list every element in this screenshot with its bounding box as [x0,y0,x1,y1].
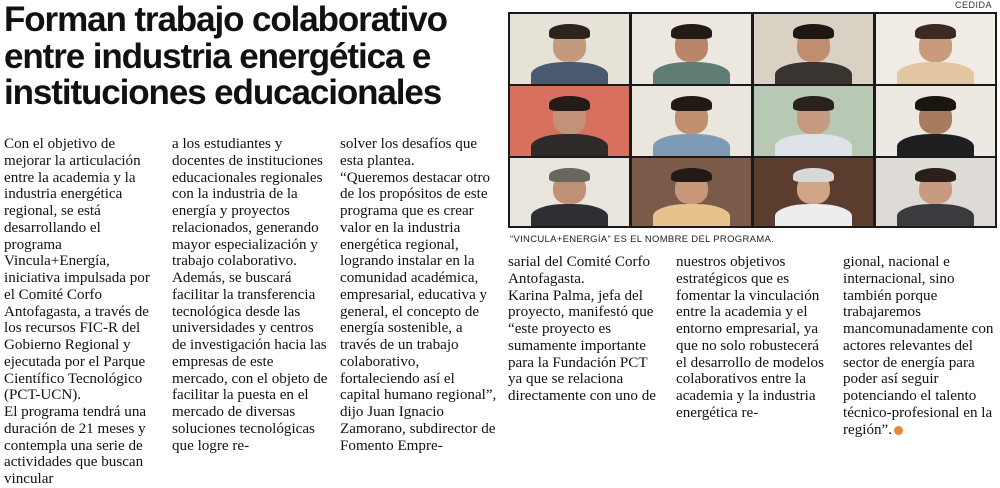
column-4 [508,254,665,405]
paragraph: solver los desafíos que esta plantea. [340,136,478,169]
participant-tile [876,158,995,226]
headline: Forman trabajo colaborativo entre industria energética e instituciones educacionales [4,0,447,112]
column-6 [843,254,997,438]
column-1 [4,136,157,488]
participant-tile [754,86,873,156]
participant-tile [876,14,995,84]
video-call-photo [508,12,997,228]
paragraph: Karina Palma, jefa del proyecto, manifestó que “este proyecto es sumamente importante para la Fundación PCT ya que se relaciona directamente con uno de [508,287,656,404]
photo-caption: “VINCULA+ENERGÍA” ES EL NOMBRE DEL PROGRAMA. [510,234,775,245]
end-mark-icon [894,426,903,435]
participant-tile [754,158,873,226]
paragraph-text: gional, nacional e internacional, sino también porque trabajaremos mancomunadamente con actores relevantes del sector de energía para poder así seguir potenciando el talento técnico-profesional en la región”. [843,254,994,438]
paragraph: “Queremos destacar otro de los propósitos de este programa que es crear valor en la industria energética regional, logrando instalar en la comunidad académica, empresarial, educativa y general, el concepto de energía sostenible, a través de un trabajo colaborativo, fortaleciendo así el capital humano regional”, dijo Juan Ignacio Zamorano, subdirector de Fomento Empre- [340,169,497,454]
participant-tile [632,86,751,156]
column-2 [172,136,330,454]
participant-tile [510,86,629,156]
paragraph: El programa tendrá una duración de 21 meses y contempla una serie de actividades que buscan vincular [4,404,147,487]
column-3 [340,136,498,454]
participant-tile [510,14,629,84]
participant-tile [754,14,873,84]
participant-tile [510,158,629,226]
participant-tile [632,158,751,226]
participant-tile [632,14,751,84]
participant-tile [876,86,995,156]
paragraph [843,254,997,438]
paragraph: Con el objetivo de mejorar la articulación entre la academia y la industria energética regional, se está desarrollando el programa Vincula+Energía, iniciativa impulsada por el Comité Corfo Antofagasta, a través de los recursos FIC-R del Gobierno Regional y ejecutada por el Parque Científico Tecnológico (PCT-UCN). [4,136,150,404]
column-5 [676,254,833,422]
paragraph: Además, se buscará facilitar la transferencia tecnológica desde las universidades y centros de investigación hacia las empresas de este mercado, con el objeto de facilitar la puesta en el mercado de diversas soluciones tecnológicas que logre re- [172,270,328,454]
paragraph: a los estudiantes y docentes de instituciones educacionales regionales con la industria de la energía y proyectos relacionados, generando mayor especialización y trabajo colaborativo. [172,136,323,270]
paragraph: nuestros objetivos estratégicos que es fomentar la vinculación entre la academia y el entorno empresarial, ya que no solo robustecerá el desarrollo de modelos colaborativos entre la academia y la industria energética re- [676,254,824,421]
photo-credit: CEDIDA [954,0,992,10]
paragraph: sarial del Comité Corfo Antofagasta. [508,254,651,287]
